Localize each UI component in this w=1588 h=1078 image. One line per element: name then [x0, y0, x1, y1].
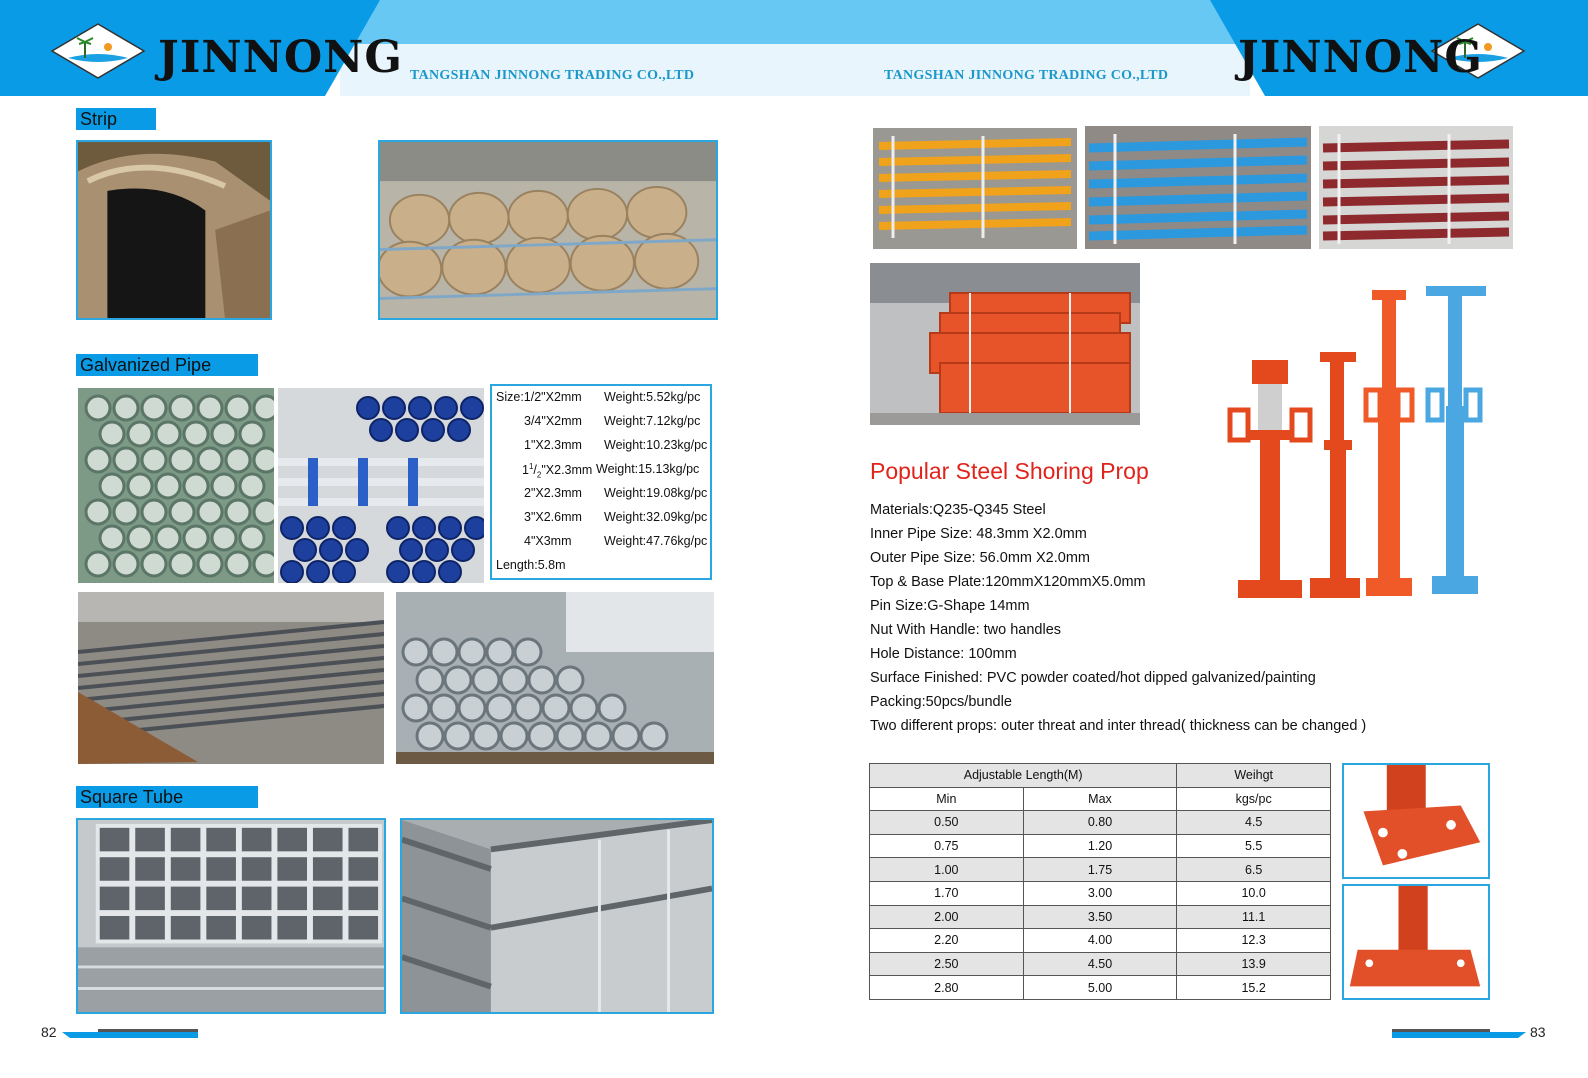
- spec-size-fraction-bottom: 2: [536, 470, 542, 480]
- spec-row: [492, 414, 710, 436]
- spec-row: [492, 438, 710, 460]
- table-cell-min: 0.75: [870, 834, 1024, 858]
- table-cell-max: 3.50: [1023, 905, 1177, 929]
- table-cell-weight: 15.2: [1177, 976, 1331, 1000]
- table-row: [870, 834, 1331, 858]
- galvanized-photo-bundle: [78, 388, 274, 583]
- table-header-unit: kgs/pc: [1177, 787, 1331, 811]
- page-number-right: 83: [1530, 1024, 1546, 1040]
- jinnong-logo-left: [50, 22, 146, 80]
- footer-bar-right: [1392, 1029, 1526, 1038]
- table-cell-min: 2.20: [870, 929, 1024, 953]
- prop-photo-maroon: [1319, 126, 1513, 249]
- spec-row: [492, 510, 710, 532]
- table-header-max: Max: [1023, 787, 1177, 811]
- spec-weight: Weight:47.76kg/pc: [604, 534, 708, 548]
- spec-size: 1"X2.3mm: [524, 438, 582, 452]
- prop-detail: Two different props: outer threat and inter thread( thickness can be changed ): [870, 718, 1367, 734]
- table-row: [870, 905, 1331, 929]
- table-cell-max: 1.20: [1023, 834, 1177, 858]
- company-name-left: TANGSHAN JINNONG TRADING CO.,LTD: [410, 68, 695, 83]
- table-cell-weight: 4.5: [1177, 811, 1331, 835]
- table-cell-max: 4.00: [1023, 929, 1177, 953]
- table-row: [870, 976, 1331, 1000]
- spec-length-row: [492, 558, 710, 580]
- section-label-square-tube: Square Tube: [76, 786, 258, 808]
- galvanized-photo-long-pipes: [78, 592, 384, 764]
- table-cell-weight: 6.5: [1177, 858, 1331, 882]
- table-header-length: Adjustable Length(M): [870, 764, 1177, 788]
- prop-detail: Nut With Handle: two handles: [870, 622, 1062, 638]
- spec-size: 3"X2.6mm: [524, 510, 582, 524]
- table-row: [870, 881, 1331, 905]
- galvanized-photo-stack: [396, 592, 714, 764]
- table-header-weight: Weihgt: [1177, 764, 1331, 788]
- table-subheader-row: [870, 787, 1331, 811]
- table-row: [870, 929, 1331, 953]
- prop-photo-blue: [1085, 126, 1311, 249]
- prop-detail: Hole Distance: 100mm: [870, 646, 1017, 662]
- galvanized-photo-blue-caps: [278, 388, 484, 583]
- spec-size: 3/4"X2mm: [524, 414, 582, 428]
- prop-detail: Materials:Q235-Q345 Steel: [870, 502, 1046, 518]
- table-cell-max: 1.75: [1023, 858, 1177, 882]
- table-cell-max: 4.50: [1023, 952, 1177, 976]
- spec-weight: Weight:15.13kg/pc: [596, 462, 700, 476]
- spec-size: 4"X3mm: [524, 534, 572, 548]
- square-tube-photo-closeup: [400, 818, 714, 1014]
- prop-detail: Top & Base Plate:120mmX120mmX5.0mm: [870, 574, 1146, 590]
- spec-size-rest: "X2.3mm: [541, 463, 593, 478]
- spec-size: $1^1/_2"X2.3mm$: [522, 462, 593, 480]
- table-header-row: [870, 764, 1331, 788]
- shoring-props-illustration: [1220, 280, 1510, 620]
- galvanized-spec-box: [490, 384, 712, 580]
- table-cell-weight: 10.0: [1177, 881, 1331, 905]
- brand-name-right: JINNONG: [1238, 32, 1483, 83]
- table-cell-min: 1.70: [870, 881, 1024, 905]
- prop-detail: Packing:50pcs/bundle: [870, 694, 1012, 710]
- spec-weight: Weight:7.12kg/pc: [604, 414, 701, 428]
- table-cell-weight: 12.3: [1177, 929, 1331, 953]
- table-cell-min: 1.00: [870, 858, 1024, 882]
- adjustable-length-table: [869, 763, 1331, 1000]
- spec-weight: Weight:5.52kg/pc: [604, 390, 701, 404]
- spec-row: [492, 390, 710, 412]
- table-row: [870, 811, 1331, 835]
- square-tube-photo-grid: [76, 818, 386, 1014]
- prop-top-plate-photo: [1342, 763, 1490, 879]
- prop-detail: Inner Pipe Size: 48.3mm X2.0mm: [870, 526, 1087, 542]
- table-cell-min: 2.80: [870, 976, 1024, 1000]
- spec-size-fraction-top: 1: [528, 462, 534, 471]
- table-row: [870, 952, 1331, 976]
- table-cell-weight: 5.5: [1177, 834, 1331, 858]
- spec-length: Length:5.8m: [496, 558, 566, 572]
- spec-weight: Weight:32.09kg/pc: [604, 510, 708, 524]
- company-name-right: TANGSHAN JINNONG TRADING CO.,LTD: [884, 68, 1169, 83]
- table-cell-min: 2.00: [870, 905, 1024, 929]
- section-label-strip: Strip: [76, 108, 156, 130]
- prop-detail: Outer Pipe Size: 56.0mm X2.0mm: [870, 550, 1090, 566]
- table-cell-min: 2.50: [870, 952, 1024, 976]
- spec-row: [492, 534, 710, 556]
- brand-name-left: JINNONG: [158, 32, 403, 83]
- prop-photo-orange-stacks: [870, 263, 1140, 425]
- strip-photo-closeup: [76, 140, 272, 320]
- table-row: [870, 858, 1331, 882]
- spec-row: [492, 462, 710, 484]
- table-cell-max: 5.00: [1023, 976, 1177, 1000]
- table-cell-max: 3.00: [1023, 881, 1177, 905]
- prop-base-plate-photo: [1342, 884, 1490, 1000]
- prop-detail: Pin Size:G-Shape 14mm: [870, 598, 1030, 614]
- spec-size-whole: 1: [522, 463, 529, 478]
- table-cell-weight: 11.1: [1177, 905, 1331, 929]
- table-cell-max: 0.80: [1023, 811, 1177, 835]
- spec-row: [492, 486, 710, 508]
- table-cell-weight: 13.9: [1177, 952, 1331, 976]
- prop-title: Popular Steel Shoring Prop: [870, 458, 1149, 484]
- table-header-min: Min: [870, 787, 1024, 811]
- strip-photo-coils: [378, 140, 718, 320]
- spec-size: Size:1/2"X2mm: [496, 390, 582, 404]
- section-label-galvanized-pipe: Galvanized Pipe: [76, 354, 258, 376]
- page-number-left: 82: [41, 1024, 57, 1040]
- table-cell-min: 0.50: [870, 811, 1024, 835]
- footer-bar-left: [62, 1029, 198, 1038]
- prop-photo-yellow: [873, 128, 1077, 249]
- prop-detail: Surface Finished: PVC powder coated/hot dipped galvanized/painting: [870, 670, 1316, 686]
- spec-size: 2"X2.3mm: [524, 486, 582, 500]
- spec-weight: Weight:10.23kg/pc: [604, 438, 708, 452]
- spec-weight: Weight:19.08kg/pc: [604, 486, 708, 500]
- header-mid-band: [340, 0, 1250, 44]
